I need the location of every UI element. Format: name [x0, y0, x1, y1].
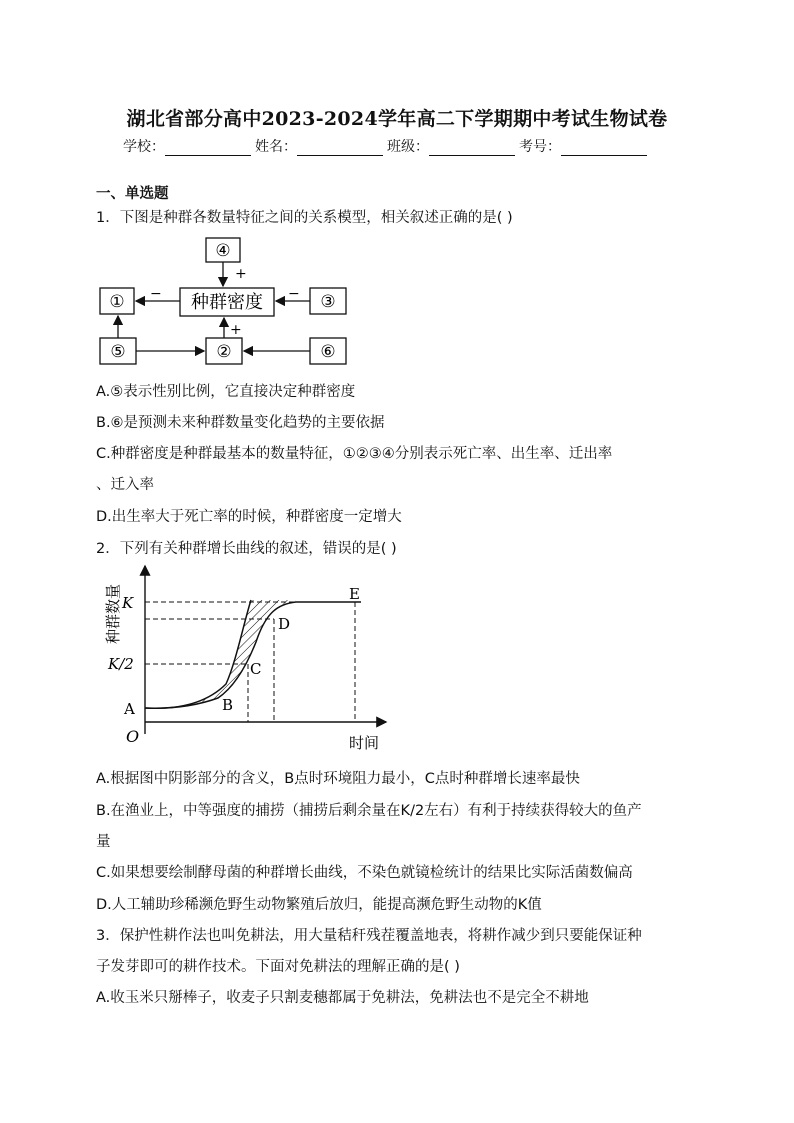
- y-axis-label: 种群数量: [104, 583, 122, 645]
- exam-title: 湖北省部分高中2023-2024学年高二下学期期中考试生物试卷: [126, 108, 668, 130]
- q1-option-a: A.⑤表示性别比例，它直接决定种群密度: [96, 384, 356, 400]
- q2-option-d: D.人工辅助珍稀濒危野生动物繁殖后放归，能提高濒危野生动物的K值: [96, 897, 542, 913]
- point-b-label: B: [222, 696, 234, 714]
- sign-3: −: [288, 286, 300, 302]
- tick-k-label: K: [122, 594, 134, 612]
- q1-option-c: C.种群密度是种群最基本的数量特征，①②③④分别表示死亡率、出生率、迁出率: [96, 446, 613, 462]
- point-c-label: C: [250, 660, 262, 678]
- point-e-label: E: [349, 585, 360, 603]
- name-label: 姓名：: [255, 139, 297, 155]
- q3-option-a: A.收玉米只掰棒子，收麦子只割麦穗都属于免耕法，免耕法也不是完全不耕地: [96, 990, 589, 1006]
- q1-option-b: B.⑥是预测未来种群数量变化趋势的主要依据: [96, 415, 385, 431]
- q2-option-c: C.如果想要绘制酵母菌的种群增长曲线，不染色就镜检统计的结果比实际活菌数偏高: [96, 865, 633, 881]
- environmental-resistance-shading: [145, 600, 296, 708]
- q1-option-d: D.出生率大于死亡率的时候，种群密度一定增大: [96, 509, 402, 525]
- question-3-stem-cont: 子发芽即可的耕作技术。下面对免耕法的理解正确的是( ): [96, 959, 460, 975]
- sign-4: +: [235, 266, 247, 282]
- q1-option-c-cont: 、迁入率: [96, 477, 154, 493]
- node-3-label: ③: [320, 292, 336, 312]
- sign-1: −: [150, 286, 162, 302]
- node-1-label: ①: [109, 292, 125, 312]
- population-feature-diagram: [98, 236, 358, 368]
- center-label: 种群密度: [191, 292, 263, 313]
- q2-option-a: A.根据图中阴影部分的含义，B点时环境阻力最小，C点时种群增长速率最快: [96, 771, 580, 787]
- j-curve: [145, 600, 251, 708]
- class-field[interactable]: [429, 141, 515, 156]
- node-4-label: ④: [215, 241, 231, 261]
- x-axis-label: 时间: [349, 734, 380, 752]
- name-field[interactable]: [297, 141, 383, 156]
- school-field[interactable]: [165, 141, 251, 156]
- question-3-stem: 3．保护性耕作法也叫免耕法，用大量秸秆残茬覆盖地表，将耕作减少到只要能保证种: [96, 928, 642, 944]
- tick-k2-label: K/2: [108, 655, 134, 673]
- school-label: 学校：: [123, 139, 165, 155]
- sign-2: +: [230, 322, 242, 338]
- question-2-stem: 2．下列有关种群增长曲线的叙述，错误的是( ): [96, 541, 397, 557]
- exam-number-field[interactable]: [561, 141, 647, 156]
- origin-label: O: [126, 727, 140, 746]
- node-2-label: ②: [216, 342, 232, 362]
- q2-option-b-cont: 量: [96, 834, 111, 850]
- point-d-label: D: [278, 615, 291, 633]
- node-5-label: ⑤: [110, 342, 126, 362]
- growth-curve-graph: [96, 562, 396, 754]
- student-info-row: [123, 136, 651, 156]
- exam-number-label: 考号：: [519, 139, 561, 155]
- point-a-label: A: [124, 700, 135, 718]
- q2-option-b: B.在渔业上，中等强度的捕捞（捕捞后剩余量在K/2左右）有利于持续获得较大的鱼产: [96, 803, 642, 819]
- class-label: 班级：: [387, 139, 429, 155]
- section-heading: 一、单选题: [96, 186, 169, 202]
- node-6-label: ⑥: [320, 342, 336, 362]
- question-1-stem: 1．下图是种群各数量特征之间的关系模型，相关叙述正确的是( ): [96, 210, 513, 226]
